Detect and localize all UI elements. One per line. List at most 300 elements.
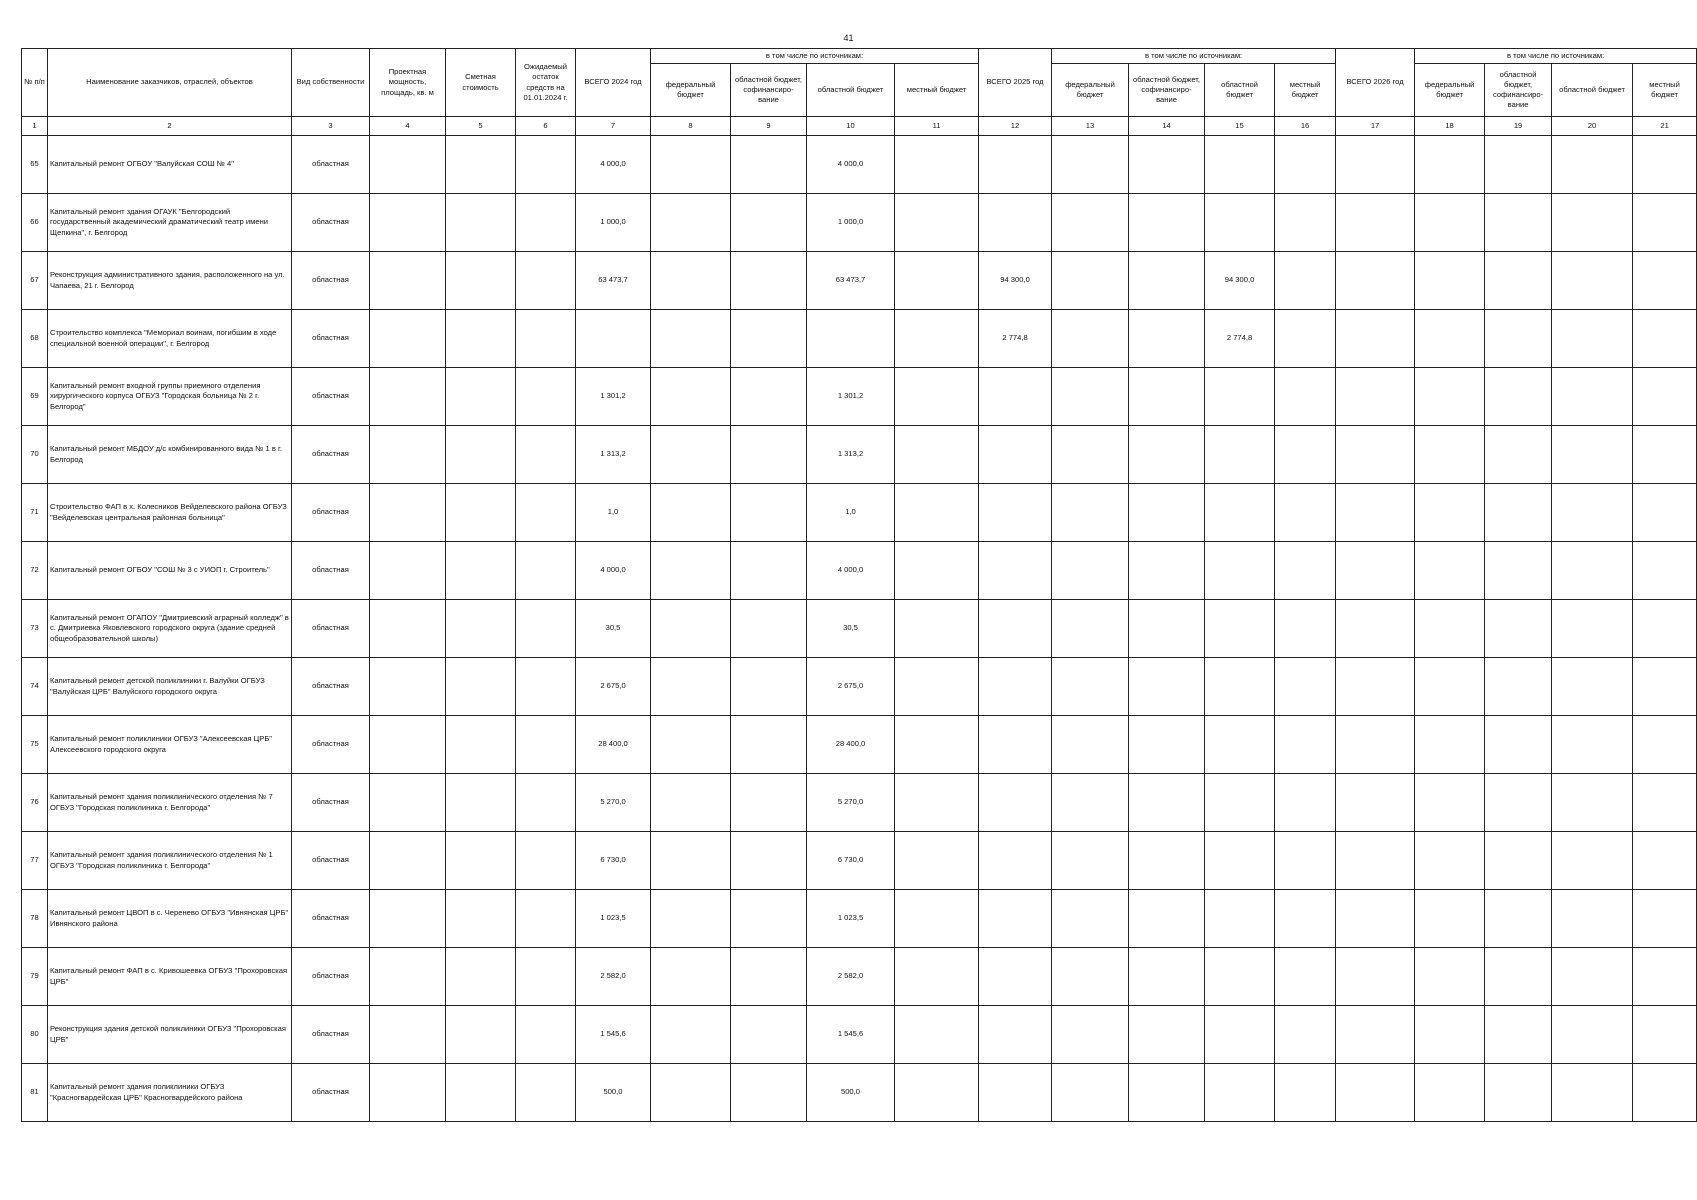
federal-2025-cell xyxy=(1052,194,1129,252)
ownership-cell: областная xyxy=(292,600,370,658)
capacity-cell xyxy=(370,426,446,484)
federal-2025-cell xyxy=(1052,1064,1129,1122)
row-number: 77 xyxy=(22,832,48,890)
object-name: Капитальный ремонт ФАП в с. Кривошеевка ОГБУЗ "Прохоровская ЦРБ" xyxy=(48,948,292,1006)
column-number: 17 xyxy=(1336,117,1415,136)
row-number: 66 xyxy=(22,194,48,252)
estimate-cell xyxy=(446,600,516,658)
total-2025-cell: 94 300,0 xyxy=(979,252,1052,310)
regional-2026-cell xyxy=(1552,136,1633,194)
estimate-cell xyxy=(446,368,516,426)
column-number: 15 xyxy=(1205,117,1275,136)
table-row xyxy=(22,252,1697,310)
ownership-cell: областная xyxy=(292,716,370,774)
capacity-cell xyxy=(370,774,446,832)
total-2025-cell xyxy=(979,426,1052,484)
total-2026-cell xyxy=(1336,716,1415,774)
total-2025-cell xyxy=(979,136,1052,194)
cofin-2026-cell xyxy=(1485,1006,1552,1064)
cofin-2024-cell xyxy=(731,890,807,948)
federal-2024-cell xyxy=(651,310,731,368)
total-2025-cell xyxy=(979,484,1052,542)
estimate-cell xyxy=(446,774,516,832)
cofin-2025-cell xyxy=(1129,774,1205,832)
balance-cell xyxy=(516,1064,576,1122)
regional-2026-cell xyxy=(1552,890,1633,948)
local-2026-cell xyxy=(1633,542,1697,600)
table-row xyxy=(22,368,1697,426)
cofin-2024-cell xyxy=(731,774,807,832)
row-number: 65 xyxy=(22,136,48,194)
local-2026-cell xyxy=(1633,774,1697,832)
cofin-2024-cell xyxy=(731,194,807,252)
header-regional-2024: областной бюджет xyxy=(807,64,895,117)
local-2025-cell xyxy=(1275,600,1336,658)
local-2026-cell xyxy=(1633,1064,1697,1122)
regional-2024-cell: 500,0 xyxy=(807,1064,895,1122)
federal-2025-cell xyxy=(1052,252,1129,310)
row-number: 78 xyxy=(22,890,48,948)
cofin-2024-cell xyxy=(731,832,807,890)
total-2026-cell xyxy=(1336,136,1415,194)
regional-2024-cell: 2 675,0 xyxy=(807,658,895,716)
federal-2024-cell xyxy=(651,136,731,194)
total-2024-cell: 4 000,0 xyxy=(576,542,651,600)
federal-2024-cell xyxy=(651,774,731,832)
capacity-cell xyxy=(370,252,446,310)
ownership-cell: областная xyxy=(292,1064,370,1122)
ownership-cell: областная xyxy=(292,1006,370,1064)
row-number: 68 xyxy=(22,310,48,368)
table-body xyxy=(22,136,1697,1122)
total-2026-cell xyxy=(1336,542,1415,600)
local-2024-cell xyxy=(895,252,979,310)
ownership-cell: областная xyxy=(292,484,370,542)
balance-cell xyxy=(516,368,576,426)
cofin-2025-cell xyxy=(1129,890,1205,948)
total-2025-cell xyxy=(979,774,1052,832)
table-row xyxy=(22,600,1697,658)
total-2026-cell xyxy=(1336,890,1415,948)
regional-2025-cell xyxy=(1205,542,1275,600)
cofin-2024-cell xyxy=(731,310,807,368)
balance-cell xyxy=(516,716,576,774)
regional-2025-cell xyxy=(1205,890,1275,948)
object-name: Капитальный ремонт ОГБОУ "СОШ № 3 с УИОП г. Строитель" xyxy=(48,542,292,600)
local-2026-cell xyxy=(1633,948,1697,1006)
total-2025-cell: 2 774,8 xyxy=(979,310,1052,368)
cofin-2025-cell xyxy=(1129,542,1205,600)
cofin-2025-cell xyxy=(1129,426,1205,484)
federal-2024-cell xyxy=(651,252,731,310)
total-2026-cell xyxy=(1336,1006,1415,1064)
federal-2026-cell xyxy=(1415,368,1485,426)
header-capacity: Проектная мощность, площадь, кв. м xyxy=(370,49,446,117)
row-number: 72 xyxy=(22,542,48,600)
regional-2024-cell: 1 313,2 xyxy=(807,426,895,484)
estimate-cell xyxy=(446,484,516,542)
row-number: 70 xyxy=(22,426,48,484)
ownership-cell: областная xyxy=(292,948,370,1006)
cofin-2026-cell xyxy=(1485,542,1552,600)
total-2026-cell xyxy=(1336,1064,1415,1122)
federal-2025-cell xyxy=(1052,368,1129,426)
header-total-2026: ВСЕГО 2026 год xyxy=(1336,49,1415,117)
estimate-cell xyxy=(446,252,516,310)
local-2024-cell xyxy=(895,1064,979,1122)
federal-2026-cell xyxy=(1415,658,1485,716)
regional-2024-cell: 1,0 xyxy=(807,484,895,542)
regional-2024-cell: 2 582,0 xyxy=(807,948,895,1006)
local-2026-cell xyxy=(1633,1006,1697,1064)
header-sources-2026: в том числе по источникам: xyxy=(1415,49,1697,64)
capacity-cell xyxy=(370,194,446,252)
table-row xyxy=(22,1064,1697,1122)
cofin-2026-cell xyxy=(1485,426,1552,484)
local-2024-cell xyxy=(895,890,979,948)
balance-cell xyxy=(516,252,576,310)
cofin-2026-cell xyxy=(1485,136,1552,194)
estimate-cell xyxy=(446,716,516,774)
header-regional-2026: областной бюджет xyxy=(1552,64,1633,117)
total-2026-cell xyxy=(1336,310,1415,368)
regional-2025-cell xyxy=(1205,194,1275,252)
table-row xyxy=(22,948,1697,1006)
balance-cell xyxy=(516,542,576,600)
object-name: Капитальный ремонт ОГАПОУ "Дмитриевский аграрный колледж" в с. Дмитриевка Яковлевского городского округа (здание средней общеобразовательной школы) xyxy=(48,600,292,658)
header-num: № п/п xyxy=(22,49,48,117)
header-cofin-2026: областной бюджет, софинансиро-вание xyxy=(1485,64,1552,117)
balance-cell xyxy=(516,890,576,948)
local-2026-cell xyxy=(1633,252,1697,310)
regional-2024-cell: 1 023,5 xyxy=(807,890,895,948)
row-number: 81 xyxy=(22,1064,48,1122)
regional-2026-cell xyxy=(1552,194,1633,252)
local-2025-cell xyxy=(1275,832,1336,890)
capacity-cell xyxy=(370,716,446,774)
cofin-2025-cell xyxy=(1129,136,1205,194)
federal-2025-cell xyxy=(1052,600,1129,658)
federal-2024-cell xyxy=(651,600,731,658)
estimate-cell xyxy=(446,310,516,368)
federal-2026-cell xyxy=(1415,832,1485,890)
column-number: 5 xyxy=(446,117,516,136)
local-2025-cell xyxy=(1275,426,1336,484)
local-2024-cell xyxy=(895,368,979,426)
ownership-cell: областная xyxy=(292,542,370,600)
total-2026-cell xyxy=(1336,832,1415,890)
header-regional-2025: областной бюджет xyxy=(1205,64,1275,117)
federal-2026-cell xyxy=(1415,136,1485,194)
cofin-2024-cell xyxy=(731,600,807,658)
cofin-2026-cell xyxy=(1485,310,1552,368)
object-name: Реконструкция здания детской поликлиники ОГБУЗ "Прохоровская ЦРБ" xyxy=(48,1006,292,1064)
regional-2026-cell xyxy=(1552,832,1633,890)
local-2026-cell xyxy=(1633,600,1697,658)
ownership-cell: областная xyxy=(292,890,370,948)
header-sources-2025: в том числе по источникам: xyxy=(1052,49,1336,64)
federal-2024-cell xyxy=(651,832,731,890)
cofin-2025-cell xyxy=(1129,310,1205,368)
header-sources-2024: в том числе по источникам: xyxy=(651,49,979,64)
object-name: Реконструкция административного здания, расположенного на ул. Чапаева, 21 г. Белгород xyxy=(48,252,292,310)
federal-2026-cell xyxy=(1415,600,1485,658)
federal-2026-cell xyxy=(1415,310,1485,368)
object-name: Строительство комплекса "Мемориал воинам, погибшим в ходе специальной военной операции", г. Белгород xyxy=(48,310,292,368)
local-2025-cell xyxy=(1275,194,1336,252)
local-2026-cell xyxy=(1633,890,1697,948)
ownership-cell: областная xyxy=(292,136,370,194)
local-2025-cell xyxy=(1275,484,1336,542)
cofin-2026-cell xyxy=(1485,774,1552,832)
regional-2024-cell: 4 000,0 xyxy=(807,542,895,600)
table-row xyxy=(22,1006,1697,1064)
cofin-2026-cell xyxy=(1485,1064,1552,1122)
column-number: 11 xyxy=(895,117,979,136)
balance-cell xyxy=(516,426,576,484)
local-2025-cell xyxy=(1275,136,1336,194)
balance-cell xyxy=(516,658,576,716)
balance-cell xyxy=(516,136,576,194)
federal-2025-cell xyxy=(1052,658,1129,716)
header-estimate: Сметная стоимость xyxy=(446,49,516,117)
regional-2024-cell: 28 400,0 xyxy=(807,716,895,774)
regional-2026-cell xyxy=(1552,774,1633,832)
table-row xyxy=(22,310,1697,368)
row-number: 67 xyxy=(22,252,48,310)
estimate-cell xyxy=(446,658,516,716)
regional-2024-cell: 5 270,0 xyxy=(807,774,895,832)
total-2024-cell: 28 400,0 xyxy=(576,716,651,774)
federal-2026-cell xyxy=(1415,252,1485,310)
federal-2024-cell xyxy=(651,658,731,716)
table-row xyxy=(22,542,1697,600)
object-name: Капитальный ремонт здания поликлинического отделения № 7 ОГБУЗ "Городская поликлиника г. Белгорода" xyxy=(48,774,292,832)
ownership-cell: областная xyxy=(292,774,370,832)
regional-2024-cell: 4 000,0 xyxy=(807,136,895,194)
ownership-cell: областная xyxy=(292,832,370,890)
row-number: 80 xyxy=(22,1006,48,1064)
regional-2024-cell: 1 545,6 xyxy=(807,1006,895,1064)
local-2026-cell xyxy=(1633,716,1697,774)
table-row xyxy=(22,832,1697,890)
regional-2025-cell: 94 300,0 xyxy=(1205,252,1275,310)
total-2024-cell: 1 000,0 xyxy=(576,194,651,252)
row-number: 79 xyxy=(22,948,48,1006)
total-2026-cell xyxy=(1336,252,1415,310)
local-2025-cell xyxy=(1275,310,1336,368)
local-2025-cell xyxy=(1275,658,1336,716)
federal-2025-cell xyxy=(1052,948,1129,1006)
column-number: 4 xyxy=(370,117,446,136)
table-row xyxy=(22,658,1697,716)
cofin-2026-cell xyxy=(1485,484,1552,542)
regional-2026-cell xyxy=(1552,368,1633,426)
local-2025-cell xyxy=(1275,252,1336,310)
local-2025-cell xyxy=(1275,774,1336,832)
federal-2025-cell xyxy=(1052,542,1129,600)
table-row xyxy=(22,716,1697,774)
investment-table xyxy=(21,48,1697,1122)
ownership-cell: областная xyxy=(292,194,370,252)
cofin-2024-cell xyxy=(731,542,807,600)
regional-2026-cell xyxy=(1552,542,1633,600)
total-2025-cell xyxy=(979,1064,1052,1122)
cofin-2026-cell xyxy=(1485,832,1552,890)
local-2025-cell xyxy=(1275,1006,1336,1064)
row-number: 75 xyxy=(22,716,48,774)
total-2025-cell xyxy=(979,716,1052,774)
total-2024-cell: 1 023,5 xyxy=(576,890,651,948)
column-number: 13 xyxy=(1052,117,1129,136)
header-local-2026: местный бюджет xyxy=(1633,64,1697,117)
total-2024-cell: 2 675,0 xyxy=(576,658,651,716)
regional-2025-cell xyxy=(1205,136,1275,194)
estimate-cell xyxy=(446,426,516,484)
object-name: Капитальный ремонт детской поликлиники г. Валуйки ОГБУЗ "Валуйская ЦРБ" Валуйского городского округа xyxy=(48,658,292,716)
column-number: 1 xyxy=(22,117,48,136)
regional-2025-cell xyxy=(1205,1064,1275,1122)
column-number: 3 xyxy=(292,117,370,136)
federal-2024-cell xyxy=(651,890,731,948)
local-2026-cell xyxy=(1633,310,1697,368)
cofin-2025-cell xyxy=(1129,658,1205,716)
local-2024-cell xyxy=(895,716,979,774)
total-2025-cell xyxy=(979,890,1052,948)
capacity-cell xyxy=(370,1006,446,1064)
regional-2026-cell xyxy=(1552,1006,1633,1064)
local-2026-cell xyxy=(1633,194,1697,252)
local-2024-cell xyxy=(895,948,979,1006)
cofin-2026-cell xyxy=(1485,252,1552,310)
cofin-2026-cell xyxy=(1485,368,1552,426)
page-number: 41 xyxy=(843,33,854,43)
object-name: Строительство ФАП в х. Колесников Вейделевского района ОГБУЗ "Вейделевская центральная районная больница" xyxy=(48,484,292,542)
regional-2024-cell: 6 730,0 xyxy=(807,832,895,890)
object-name: Капитальный ремонт здания поликлинического отделения № 1 ОГБУЗ "Городская поликлиника г. Белгорода" xyxy=(48,832,292,890)
regional-2025-cell xyxy=(1205,368,1275,426)
header-cofin-2024: областной бюджет, софинансиро-вание xyxy=(731,64,807,117)
ownership-cell: областная xyxy=(292,252,370,310)
total-2025-cell xyxy=(979,658,1052,716)
object-name: Капитальный ремонт здания поликлиники ОГБУЗ "Красногвардейская ЦРБ" Красногвардейского района xyxy=(48,1064,292,1122)
column-number: 14 xyxy=(1129,117,1205,136)
regional-2026-cell xyxy=(1552,658,1633,716)
column-number: 19 xyxy=(1485,117,1552,136)
regional-2025-cell xyxy=(1205,716,1275,774)
federal-2025-cell xyxy=(1052,774,1129,832)
balance-cell xyxy=(516,774,576,832)
total-2025-cell xyxy=(979,194,1052,252)
column-number: 16 xyxy=(1275,117,1336,136)
regional-2025-cell xyxy=(1205,1006,1275,1064)
cofin-2024-cell xyxy=(731,426,807,484)
balance-cell xyxy=(516,948,576,1006)
column-number: 9 xyxy=(731,117,807,136)
regional-2026-cell xyxy=(1552,310,1633,368)
federal-2025-cell xyxy=(1052,310,1129,368)
cofin-2025-cell xyxy=(1129,194,1205,252)
estimate-cell xyxy=(446,948,516,1006)
total-2024-cell: 1 545,6 xyxy=(576,1006,651,1064)
federal-2025-cell xyxy=(1052,832,1129,890)
regional-2026-cell xyxy=(1552,1064,1633,1122)
capacity-cell xyxy=(370,658,446,716)
regional-2026-cell xyxy=(1552,716,1633,774)
local-2025-cell xyxy=(1275,948,1336,1006)
table-row xyxy=(22,774,1697,832)
regional-2024-cell: 63 473,7 xyxy=(807,252,895,310)
row-number: 76 xyxy=(22,774,48,832)
local-2026-cell xyxy=(1633,484,1697,542)
header-total-2024: ВСЕГО 2024 год xyxy=(576,49,651,117)
ownership-cell: областная xyxy=(292,310,370,368)
local-2026-cell xyxy=(1633,832,1697,890)
balance-cell xyxy=(516,310,576,368)
cofin-2024-cell xyxy=(731,1064,807,1122)
total-2025-cell xyxy=(979,368,1052,426)
federal-2026-cell xyxy=(1415,194,1485,252)
total-2024-cell: 1,0 xyxy=(576,484,651,542)
total-2024-cell: 63 473,7 xyxy=(576,252,651,310)
regional-2024-cell: 30,5 xyxy=(807,600,895,658)
federal-2025-cell xyxy=(1052,484,1129,542)
cofin-2026-cell xyxy=(1485,194,1552,252)
regional-2025-cell xyxy=(1205,600,1275,658)
header-local-2024: местный бюджет xyxy=(895,64,979,117)
cofin-2024-cell xyxy=(731,658,807,716)
regional-2024-cell: 1 000,0 xyxy=(807,194,895,252)
federal-2026-cell xyxy=(1415,890,1485,948)
capacity-cell xyxy=(370,368,446,426)
ownership-cell: областная xyxy=(292,426,370,484)
cofin-2026-cell xyxy=(1485,716,1552,774)
object-name: Капитальный ремонт МБДОУ д/с комбинированного вида № 1 в г. Белгород xyxy=(48,426,292,484)
object-name: Капитальный ремонт здания ОГАУК "Белгородский государственный академический драматический театр имени Щепкина", г. Белгород xyxy=(48,194,292,252)
row-number: 69 xyxy=(22,368,48,426)
column-number: 10 xyxy=(807,117,895,136)
column-number: 12 xyxy=(979,117,1052,136)
object-name: Капитальный ремонт ОГБОУ "Валуйская СОШ № 4" xyxy=(48,136,292,194)
ownership-cell: областная xyxy=(292,658,370,716)
cofin-2025-cell xyxy=(1129,948,1205,1006)
column-number: 2 xyxy=(48,117,292,136)
regional-2026-cell xyxy=(1552,426,1633,484)
estimate-cell xyxy=(446,890,516,948)
local-2024-cell xyxy=(895,426,979,484)
table-row xyxy=(22,890,1697,948)
table-row xyxy=(22,484,1697,542)
capacity-cell xyxy=(370,542,446,600)
balance-cell xyxy=(516,832,576,890)
balance-cell xyxy=(516,484,576,542)
federal-2024-cell xyxy=(651,948,731,1006)
total-2024-cell: 2 582,0 xyxy=(576,948,651,1006)
cofin-2025-cell xyxy=(1129,832,1205,890)
regional-2025-cell xyxy=(1205,948,1275,1006)
local-2025-cell xyxy=(1275,368,1336,426)
federal-2026-cell xyxy=(1415,948,1485,1006)
regional-2026-cell xyxy=(1552,252,1633,310)
local-2024-cell xyxy=(895,1006,979,1064)
cofin-2024-cell xyxy=(731,716,807,774)
capacity-cell xyxy=(370,136,446,194)
cofin-2024-cell xyxy=(731,1006,807,1064)
cofin-2026-cell xyxy=(1485,600,1552,658)
capacity-cell xyxy=(370,832,446,890)
local-2024-cell xyxy=(895,658,979,716)
capacity-cell xyxy=(370,310,446,368)
